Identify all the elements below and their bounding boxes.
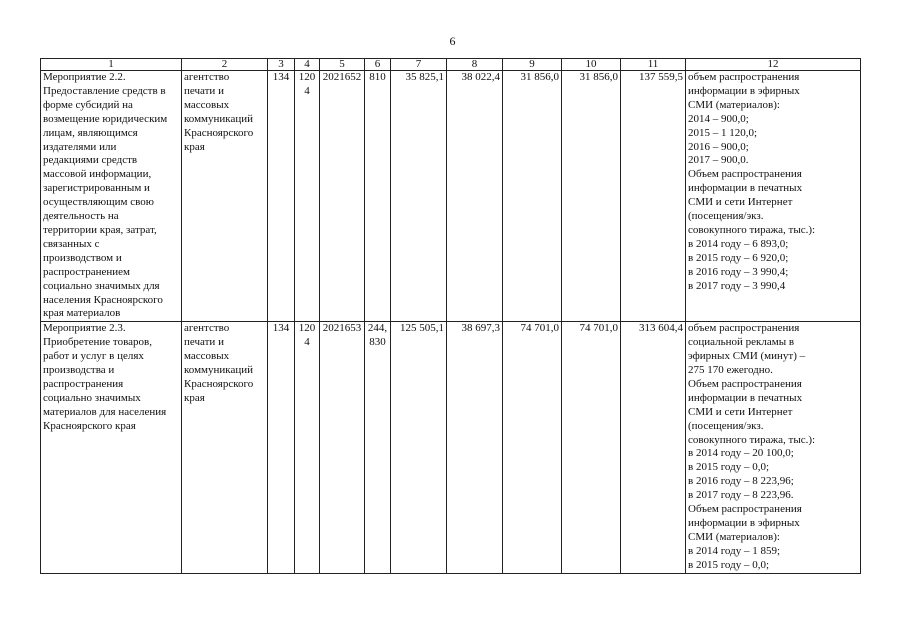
expected-result-line: 275 170 ежегодно.: [688, 364, 773, 377]
amount-2015: 38 697,3: [447, 322, 503, 573]
expected-result-line: СМИ (материалов):: [688, 530, 780, 543]
code-rzpr: 1204: [295, 71, 320, 322]
responsible-agency-line: агентство: [184, 322, 230, 335]
event-description-line: осуществляющим свою: [43, 196, 154, 209]
event-description-line: распространения: [43, 377, 124, 390]
event-description-line: зарегистрированным и: [43, 182, 150, 195]
responsible-agency-line: агентство: [184, 71, 230, 83]
expected-result-line: в 2017 году – 8 223,96.: [688, 489, 794, 502]
col-header: 3: [268, 59, 295, 71]
amount-2017: 74 701,0: [562, 322, 621, 573]
expected-result-line: в 2016 году – 8 223,96;: [688, 475, 794, 488]
expected-result-line: информации в печатных: [688, 182, 803, 195]
event-description-line: Мероприятие 2.2.: [43, 71, 126, 83]
responsible-agency-line: печати и: [184, 84, 224, 97]
amount-total: 137 559,5: [621, 71, 686, 322]
col-header: 8: [447, 59, 503, 71]
expected-result-line: социальной рекламы в: [688, 336, 795, 349]
page-number: 6: [449, 34, 456, 48]
expected-result-line: Объем распространения: [688, 503, 802, 516]
responsible-agency-line: Красноярского: [184, 126, 254, 139]
responsible-agency-line: печати и: [184, 336, 224, 349]
event-description-line: лицам, являющимся: [43, 126, 138, 139]
expected-result-line: эфирных СМИ (минут) –: [688, 350, 806, 363]
event-description-line: связанных с: [43, 237, 100, 250]
responsible-agency: [182, 322, 268, 573]
expected-result-line: СМИ и сети Интернет: [688, 405, 793, 418]
expected-result-line: (посещения/экз.: [688, 210, 764, 223]
responsible-agency-line: коммуникаций: [184, 112, 253, 125]
expected-result-line: Объем распространения: [688, 168, 802, 181]
amount-2014: 35 825,1: [391, 71, 447, 322]
code-vr-line: 810: [369, 71, 386, 83]
event-description-line: края материалов: [43, 307, 121, 320]
event-description-line: социально значимых для: [43, 279, 160, 292]
expected-result-line: информации в эфирных: [688, 517, 800, 529]
amount-2014: 125 505,1: [391, 322, 447, 573]
col-header: 12: [686, 59, 861, 71]
amount-total: 313 604,4: [621, 322, 686, 573]
code-csr: 2021653: [320, 322, 365, 573]
event-description-line: Красноярского края: [43, 419, 136, 432]
event-description-line: Мероприятие 2.3.: [43, 322, 126, 335]
event-description-line: деятельность на: [43, 210, 119, 223]
event-description-line: Предоставление средств в: [43, 84, 166, 97]
code-vr: [365, 322, 391, 573]
code-rzpr: 1204: [295, 322, 320, 573]
col-header: 4: [295, 59, 320, 71]
event-description-line: издателями или: [43, 140, 117, 153]
code-vr-line: 830: [369, 336, 386, 349]
amount-2016: 74 701,0: [503, 322, 562, 573]
expected-result-line: информации в эфирных: [688, 84, 800, 97]
program-table: [40, 58, 861, 574]
expected-result-line: Объем распространения: [688, 377, 802, 390]
responsible-agency-line: массовых: [184, 98, 230, 111]
event-description-line: форме субсидий на: [43, 98, 133, 111]
expected-result-line: совокупного тиража, тыс.):: [688, 223, 816, 236]
responsible-agency-line: коммуникаций: [184, 364, 253, 377]
expected-result-line: в 2017 году – 3 990,4: [688, 279, 786, 292]
event-description-line: возмещение юридическим: [43, 112, 168, 125]
col-header: 9: [503, 59, 562, 71]
responsible-agency-line: Красноярского: [184, 377, 254, 390]
expected-result-line: в 2014 году – 1 859;: [688, 544, 781, 557]
col-header: 7: [391, 59, 447, 71]
header-row: [41, 59, 861, 71]
responsible-agency: [182, 71, 268, 322]
responsible-agency-line: края: [184, 140, 205, 153]
code-vr: [365, 71, 391, 322]
expected-result-line: 2017 – 900,0.: [688, 154, 749, 167]
event-description: [41, 322, 182, 573]
amount-2017: 31 856,0: [562, 71, 621, 322]
event-description-line: территории края, затрат,: [43, 223, 157, 236]
code-csr: 2021652: [320, 71, 365, 322]
event-description-line: производством и: [43, 251, 122, 264]
event-description: [41, 71, 182, 322]
expected-result-line: в 2015 году – 0,0;: [688, 461, 770, 474]
event-description-line: производства и: [43, 364, 115, 377]
event-description-line: населения Красноярского: [43, 293, 163, 306]
col-header: 10: [562, 59, 621, 71]
event-description-line: распространением: [43, 265, 131, 278]
event-description-line: редакциями средств: [43, 154, 138, 167]
expected-result-line: совокупного тиража, тыс.):: [688, 433, 816, 446]
expected-result-line: в 2014 году – 6 893,0;: [688, 237, 789, 250]
expected-result-line: СМИ (материалов):: [688, 98, 780, 111]
expected-result-line: 2014 – 900,0;: [688, 112, 749, 125]
col-header: 2: [182, 59, 268, 71]
expected-result-line: 2015 – 1 120,0;: [688, 126, 758, 139]
responsible-agency-line: края: [184, 391, 205, 404]
expected-result-line: (посещения/экз.: [688, 419, 764, 432]
expected-result-line: в 2015 году – 0,0;: [688, 558, 770, 571]
code-vr-line: 244,: [367, 322, 388, 335]
expected-result-line: информации в печатных: [688, 391, 803, 404]
code-grbs: 134: [268, 322, 295, 573]
expected-result-line: объем распространения: [688, 71, 800, 83]
amount-2015: 38 022,4: [447, 71, 503, 322]
expected-result-line: в 2016 году – 3 990,4;: [688, 265, 789, 278]
event-description-line: работ и услуг в целях: [43, 350, 144, 363]
event-description-line: материалов для населения: [43, 405, 167, 418]
expected-result-line: объем распространения: [688, 322, 800, 335]
expected-result: [686, 71, 861, 322]
col-header: 6: [365, 59, 391, 71]
col-header: 11: [621, 59, 686, 71]
expected-result-line: в 2014 году – 20 100,0;: [688, 447, 794, 460]
code-grbs: 134: [268, 71, 295, 322]
col-header: 1: [41, 59, 182, 71]
expected-result-line: в 2015 году – 6 920,0;: [688, 251, 789, 264]
amount-2016: 31 856,0: [503, 71, 562, 322]
responsible-agency-line: массовых: [184, 350, 230, 363]
table-row: [41, 322, 861, 573]
event-description-line: массовой информации,: [43, 168, 152, 181]
expected-result: [686, 322, 861, 573]
event-description-line: социально значимых: [43, 391, 141, 404]
expected-result-line: 2016 – 900,0;: [688, 140, 749, 153]
col-header: 5: [320, 59, 365, 71]
event-description-line: Приобретение товаров,: [43, 336, 152, 349]
table-row: [41, 71, 861, 322]
expected-result-line: СМИ и сети Интернет: [688, 196, 793, 209]
